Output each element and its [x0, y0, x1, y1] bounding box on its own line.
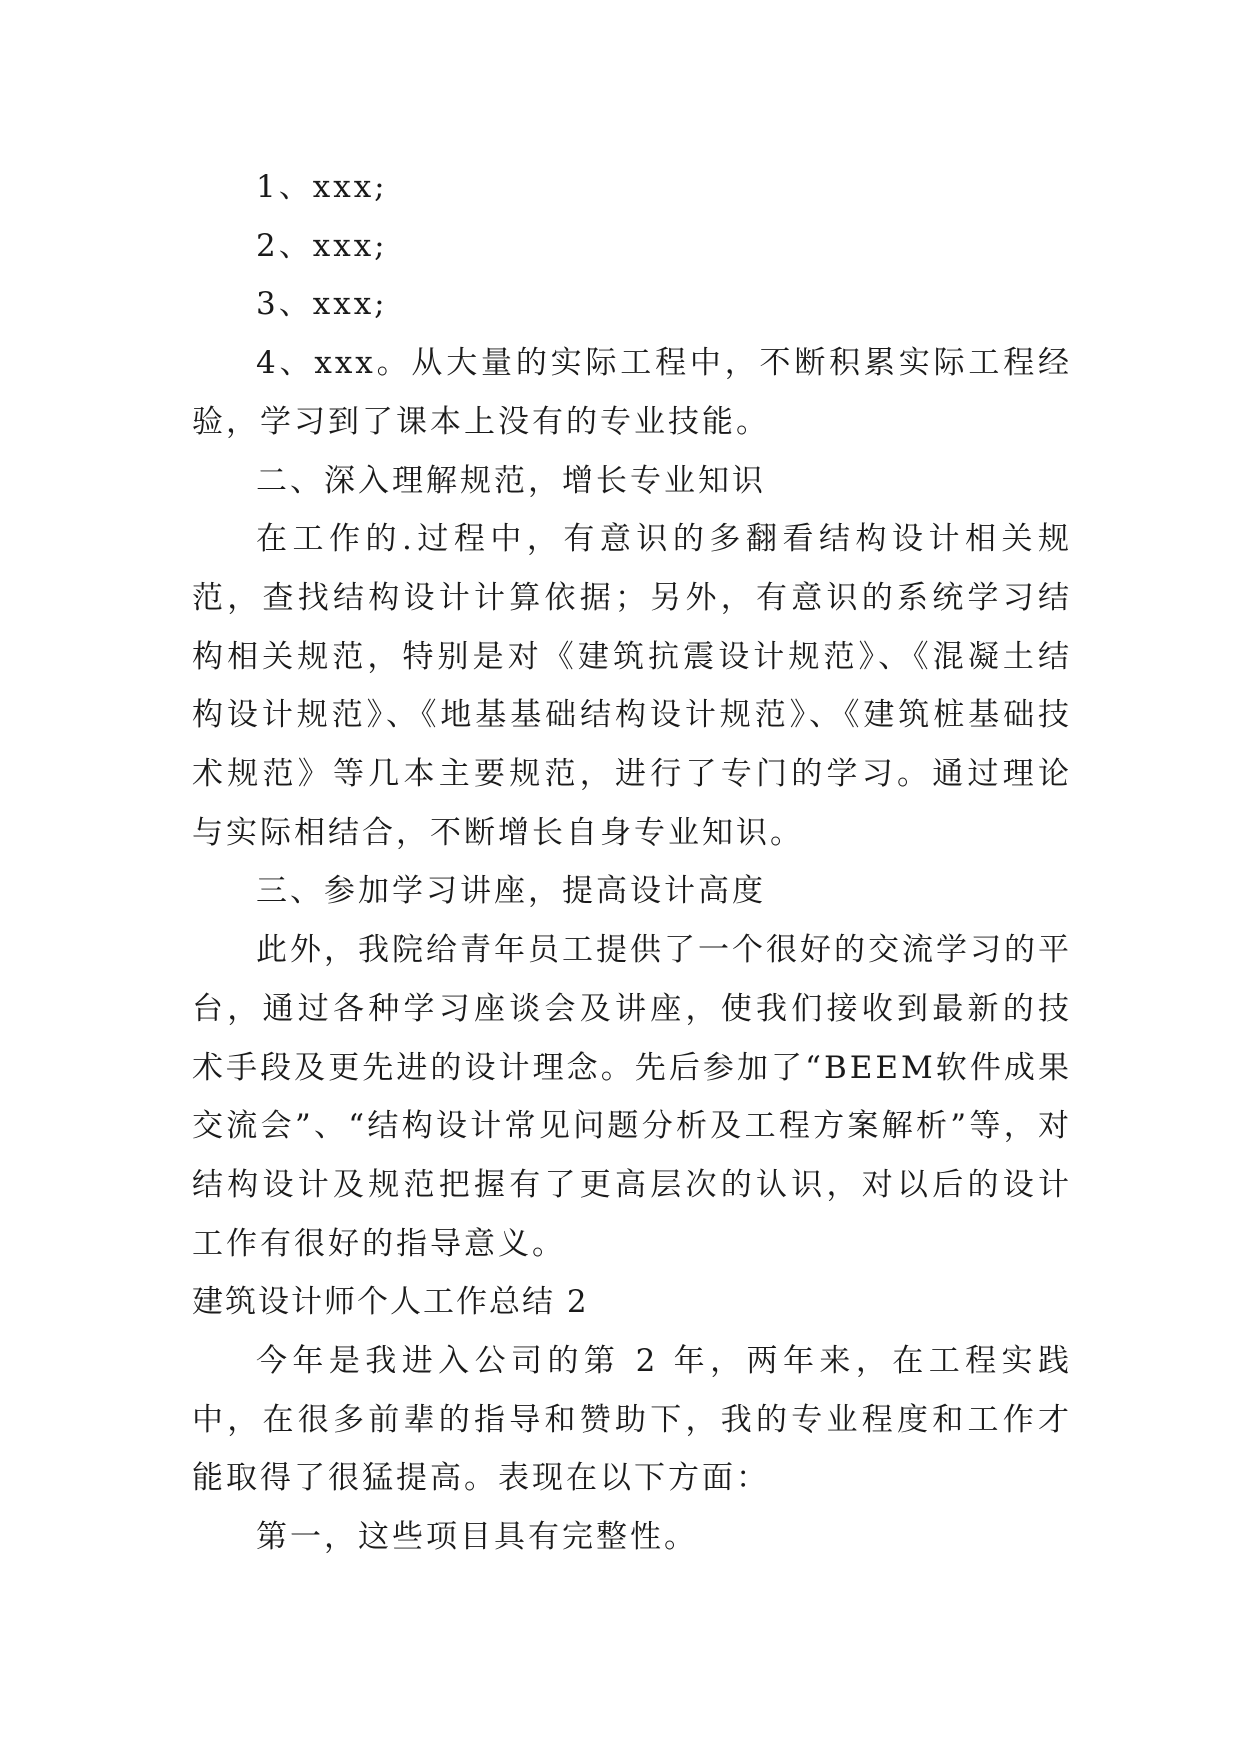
- list-item-4: 4、xxx。从大量的实际工程中，不断积累实际工程经验，学习到了课本上没有的专业技能。: [192, 345, 1072, 440]
- paragraph-intro-2: 今年是我进入公司的第 2 年，两年来，在工程实践中，在很多前辈的指导和赞助下，我的专业程度和工作才能取得了很猛提高。表现在以下方面：: [192, 1343, 1072, 1497]
- section-heading-3: 三、参加学习讲座，提高设计高度: [256, 873, 766, 910]
- document-title-2: 建筑设计师个人工作总结 2: [192, 1284, 589, 1321]
- document-body: [192, 158, 1072, 1567]
- paragraph-standards: 在工作的.过程中，有意识的多翻看结构设计相关规范，查找结构设计计算依据；另外，有意识的系统学习结构相关规范，特别是对《建筑抗震设计规范》、《混凝土结构设计规范》、《地基基础结构设计规范》、《建筑桩基础技术规范》等几本主要规范，进行了专门的学习。通过理论与实际相结合，不断增长自身专业知识。: [192, 521, 1072, 851]
- list-item-3: 3、xxx;: [256, 286, 388, 323]
- list-item-1: 1、xxx;: [256, 169, 388, 205]
- paragraph-lectures: 此外，我院给青年员工提供了一个很好的交流学习的平台，通过各种学习座谈会及讲座，使我们接收到最新的技术手段及更先进的设计理念。先后参加了“BEEM软件成果交流会”、“结构设计常见问题分析及工程方案解析”等，对结构设计及规范把握有了更高层次的认识，对以后的设计工作有很好的指导意义。: [192, 932, 1072, 1262]
- paragraph-first-point: 第一，这些项目具有完整性。: [256, 1519, 698, 1556]
- list-item-2: 2、xxx;: [256, 227, 388, 264]
- section-heading-2: 二、深入理解规范，增长专业知识: [256, 462, 766, 499]
